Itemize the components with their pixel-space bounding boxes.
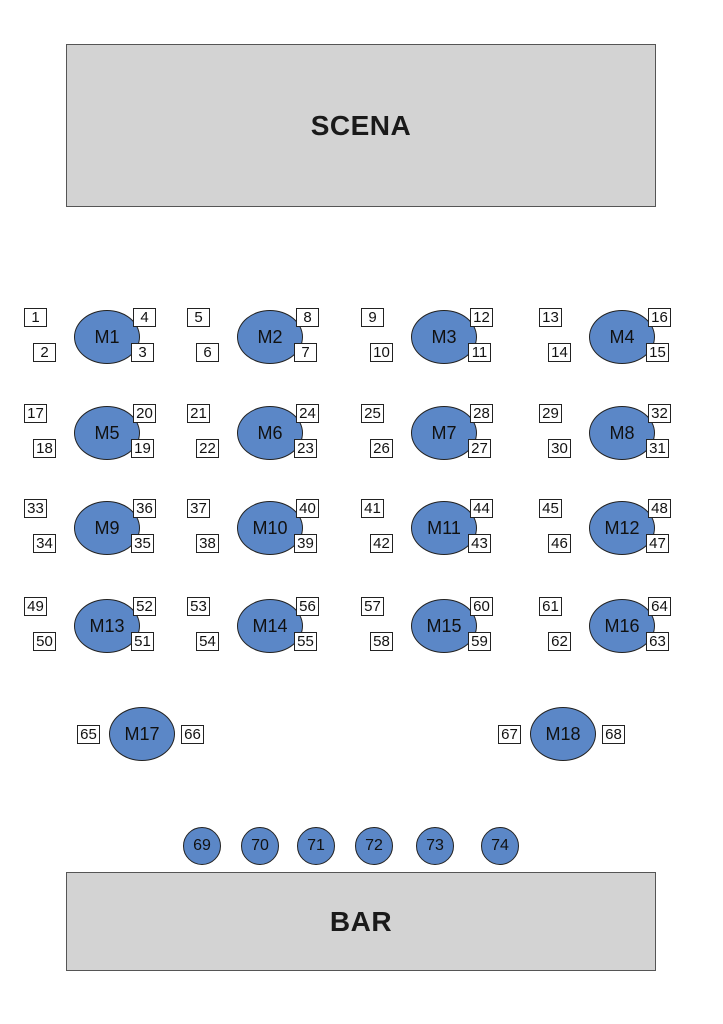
seat-43[interactable]: 43 [468,534,491,553]
bar-stool-74[interactable]: 74 [481,827,519,865]
seat-60[interactable]: 60 [470,597,493,616]
table-m13[interactable]: M13 [74,599,140,653]
seat-5[interactable]: 5 [187,308,210,327]
seat-53[interactable]: 53 [187,597,210,616]
table-m14[interactable]: M14 [237,599,303,653]
seat-7[interactable]: 7 [294,343,317,362]
seat-24[interactable]: 24 [296,404,319,423]
seat-61[interactable]: 61 [539,597,562,616]
seat-45[interactable]: 45 [539,499,562,518]
seat-64[interactable]: 64 [648,597,671,616]
seat-54[interactable]: 54 [196,632,219,651]
bar-stool-71[interactable]: 71 [297,827,335,865]
seat-29[interactable]: 29 [539,404,562,423]
table-m6[interactable]: M6 [237,406,303,460]
seat-16[interactable]: 16 [648,308,671,327]
seat-20[interactable]: 20 [133,404,156,423]
seat-59[interactable]: 59 [468,632,491,651]
seat-13[interactable]: 13 [539,308,562,327]
seat-23[interactable]: 23 [294,439,317,458]
stage [66,44,656,207]
seat-6[interactable]: 6 [196,343,219,362]
seat-37[interactable]: 37 [187,499,210,518]
table-m11[interactable]: M11 [411,501,477,555]
seat-31[interactable]: 31 [646,439,669,458]
seat-57[interactable]: 57 [361,597,384,616]
seat-9[interactable]: 9 [361,308,384,327]
table-m5[interactable]: M5 [74,406,140,460]
seat-68[interactable]: 68 [602,725,625,744]
bar-stool-73[interactable]: 73 [416,827,454,865]
seat-58[interactable]: 58 [370,632,393,651]
seat-51[interactable]: 51 [131,632,154,651]
bar-label: BAR [329,905,393,937]
seat-17[interactable]: 17 [24,404,47,423]
seat-67[interactable]: 67 [498,725,521,744]
seat-22[interactable]: 22 [196,439,219,458]
seat-32[interactable]: 32 [648,404,671,423]
seat-26[interactable]: 26 [370,439,393,458]
seat-46[interactable]: 46 [548,534,571,553]
bar [66,872,656,971]
table-m2[interactable]: M2 [237,310,303,364]
table-m16[interactable]: M16 [589,599,655,653]
seat-1[interactable]: 1 [24,308,47,327]
seat-19[interactable]: 19 [131,439,154,458]
seat-55[interactable]: 55 [294,632,317,651]
seat-4[interactable]: 4 [133,308,156,327]
seat-27[interactable]: 27 [468,439,491,458]
seat-35[interactable]: 35 [131,534,154,553]
seat-8[interactable]: 8 [296,308,319,327]
seat-15[interactable]: 15 [646,343,669,362]
seat-56[interactable]: 56 [296,597,319,616]
bar-stool-72[interactable]: 72 [355,827,393,865]
seat-34[interactable]: 34 [33,534,56,553]
seat-38[interactable]: 38 [196,534,219,553]
seat-14[interactable]: 14 [548,343,571,362]
seat-52[interactable]: 52 [133,597,156,616]
seat-48[interactable]: 48 [648,499,671,518]
seat-41[interactable]: 41 [361,499,384,518]
seat-28[interactable]: 28 [470,404,493,423]
seat-66[interactable]: 66 [181,725,204,744]
table-m4[interactable]: M4 [589,310,655,364]
table-m10[interactable]: M10 [237,501,303,555]
table-m12[interactable]: M12 [589,501,655,555]
seat-49[interactable]: 49 [24,597,47,616]
table-m3[interactable]: M3 [411,310,477,364]
table-m8[interactable]: M8 [589,406,655,460]
table-m15[interactable]: M15 [411,599,477,653]
seat-18[interactable]: 18 [33,439,56,458]
seat-65[interactable]: 65 [77,725,100,744]
bar-stool-70[interactable]: 70 [241,827,279,865]
seat-21[interactable]: 21 [187,404,210,423]
seat-10[interactable]: 10 [370,343,393,362]
seat-47[interactable]: 47 [646,534,669,553]
stage-label: SCENA [310,109,412,141]
bar-stool-69[interactable]: 69 [183,827,221,865]
seat-25[interactable]: 25 [361,404,384,423]
seat-36[interactable]: 36 [133,499,156,518]
table-m17[interactable]: M17 [109,707,175,761]
seat-39[interactable]: 39 [294,534,317,553]
seat-33[interactable]: 33 [24,499,47,518]
seat-30[interactable]: 30 [548,439,571,458]
table-m1[interactable]: M1 [74,310,140,364]
table-m7[interactable]: M7 [411,406,477,460]
seat-40[interactable]: 40 [296,499,319,518]
seat-3[interactable]: 3 [131,343,154,362]
seat-42[interactable]: 42 [370,534,393,553]
seat-44[interactable]: 44 [470,499,493,518]
seat-2[interactable]: 2 [33,343,56,362]
seat-11[interactable]: 11 [468,343,491,362]
seat-63[interactable]: 63 [646,632,669,651]
seat-12[interactable]: 12 [470,308,493,327]
table-m9[interactable]: M9 [74,501,140,555]
table-m18[interactable]: M18 [530,707,596,761]
seat-50[interactable]: 50 [33,632,56,651]
seat-62[interactable]: 62 [548,632,571,651]
